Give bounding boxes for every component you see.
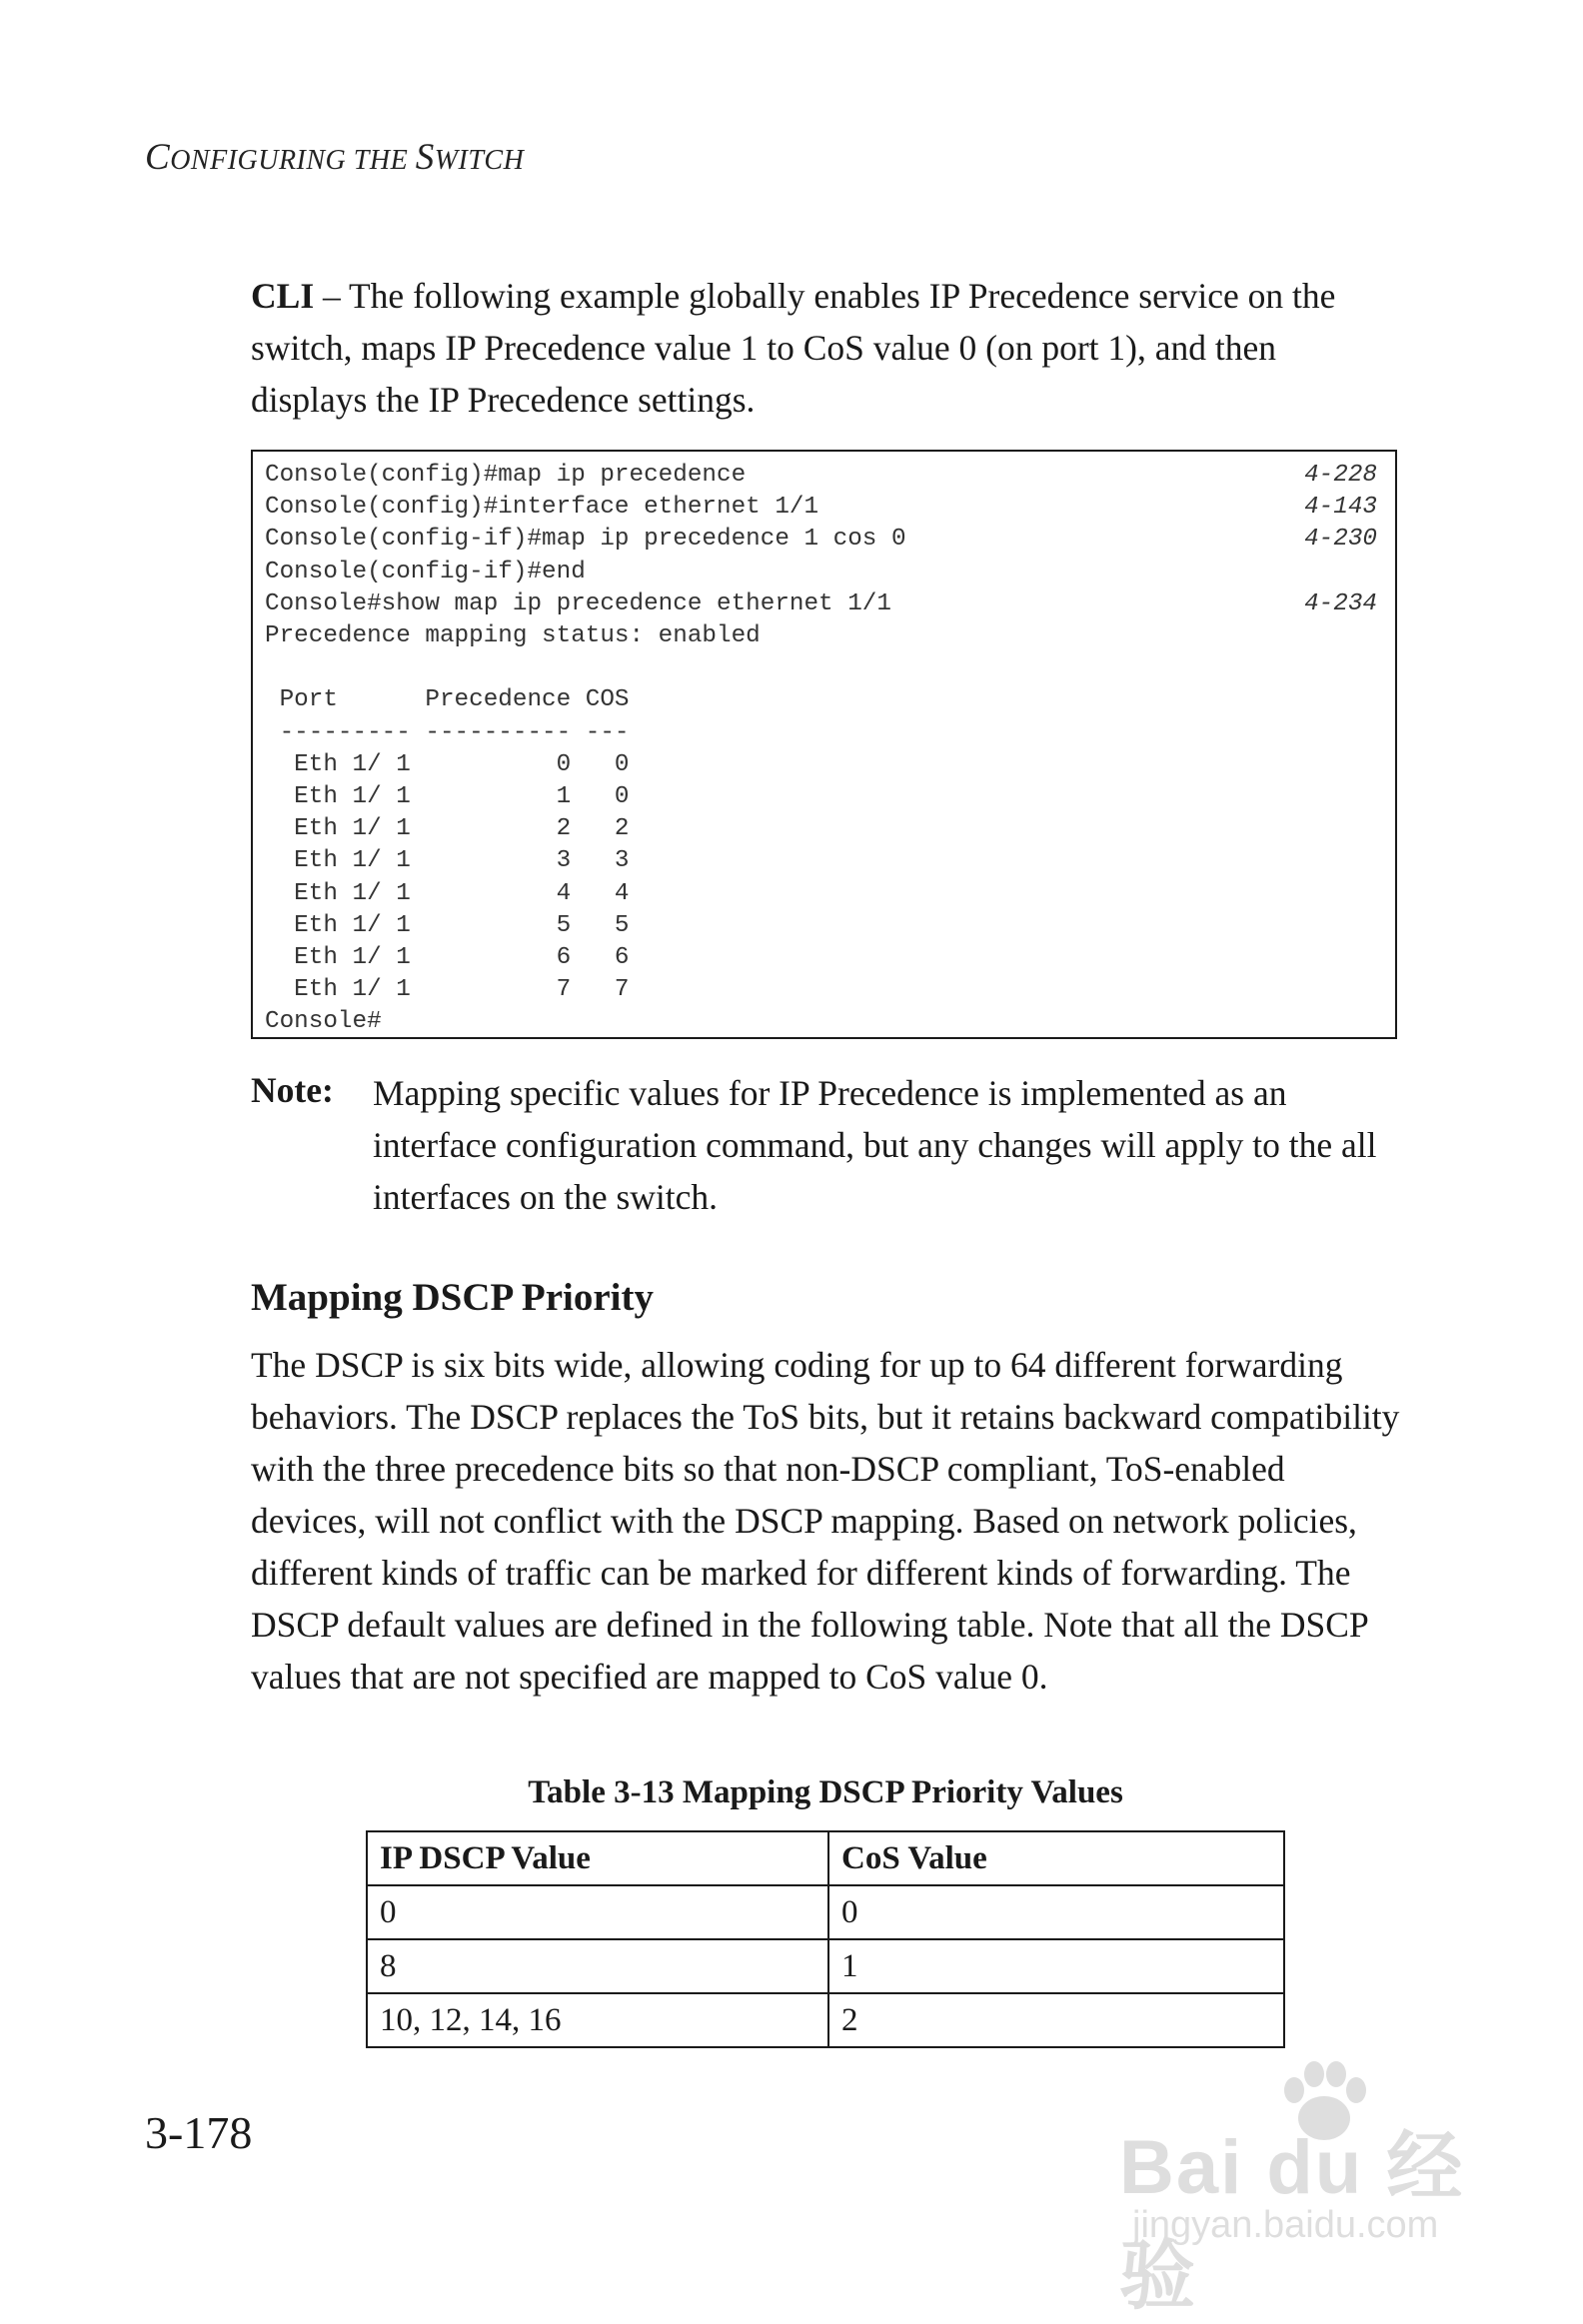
column-header-cos: CoS Value [828, 1831, 1284, 1885]
table-row [367, 1939, 1284, 1993]
code-page-ref: 4-234 [1304, 589, 1377, 617]
code-line: Eth 1/ 1 4 4 [265, 879, 630, 907]
code-line: Console(config-if)#map ip precedence 1 cos 0 [265, 526, 906, 554]
note-text: Mapping specific values for IP Precedence is implemented as an interface configuration command, but any changes will apply to the all interfaces on the switch. [373, 1073, 1377, 1217]
cli-label: CLI [251, 276, 315, 316]
code-line: Eth 1/ 1 0 0 [265, 750, 630, 778]
code-line: Eth 1/ 1 3 3 [265, 847, 630, 875]
code-page-ref: 4-230 [1304, 526, 1377, 554]
code-line: Port Precedence COS [265, 686, 630, 714]
code-line: Console(config)#map ip precedence [265, 462, 747, 489]
code-line: Eth 1/ 1 1 0 [265, 783, 630, 810]
table-row [367, 1885, 1284, 1939]
intro-text: – The following example globally enables IP Precedence service on the switch, maps IP Precedence value 1 to CoS value 0 (on port 1), and then displays the IP Precedence settings. [251, 276, 1336, 420]
table-cell: 10, 12, 14, 16 [367, 1993, 828, 2047]
section-title: Mapping DSCP Priority [251, 1276, 655, 1319]
code-line: Precedence mapping status: enabled [265, 622, 761, 649]
code-line: Console(config-if)#end [265, 558, 586, 585]
section-body: The DSCP is six bits wide, allowing coding for up to 64 different forwarding behaviors. The DSCP replaces the ToS bits, but it retains backward compatibility with the three precedence bits so that non-DSCP compliant, ToS-enabled devices, will not conflict with the DSCP mapping. Based on network policies, different kinds of traffic can be marked for different kinds of forwarding. The DSCP default values are defined in the following table. Note that all the DSCP values that are not specified are mapped to CoS value 0. [251, 1345, 1400, 1697]
table-cell: 1 [828, 1939, 1284, 1993]
code-line: Eth 1/ 1 6 6 [265, 944, 630, 971]
table-cell: 0 [367, 1885, 828, 1939]
code-line: Eth 1/ 1 2 2 [265, 815, 630, 843]
note-label: Note: [251, 1070, 334, 1110]
code-page-ref: 4-143 [1304, 494, 1377, 522]
cli-code-block [251, 450, 1397, 1039]
table-caption: Table 3-13 Mapping DSCP Priority Values [528, 1774, 1123, 1810]
table-header-row [367, 1831, 1284, 1885]
code-line: Console#show map ip precedence ethernet 1/1 [265, 589, 891, 617]
code-line: Console# [265, 1008, 382, 1036]
dscp-mapping-table [366, 1830, 1285, 2048]
code-line: Eth 1/ 1 7 7 [265, 976, 630, 1004]
table-cell: 0 [828, 1885, 1284, 1939]
watermark-logo: Bai du 经验 [1119, 2125, 1465, 2319]
baidu-watermark [1114, 2058, 1499, 2319]
code-line: Eth 1/ 1 5 5 [265, 911, 630, 939]
column-header-ip-dscp: IP DSCP Value [367, 1831, 828, 1885]
code-line: --------- ---------- --- [265, 718, 630, 746]
code-page-ref: 4-228 [1304, 462, 1377, 489]
code-line: Console(config)#interface ethernet 1/1 [265, 494, 819, 522]
table-cell: 8 [367, 1939, 828, 1993]
page-number: 3-178 [145, 2107, 253, 2158]
table-row [367, 1993, 1284, 2047]
intro-paragraph [251, 270, 1400, 426]
running-header: CONFIGURING THE SWITCH [145, 137, 525, 178]
watermark-url: jingyan.baidu.com [1132, 2204, 1439, 2246]
table-cell: 2 [828, 1993, 1284, 2047]
